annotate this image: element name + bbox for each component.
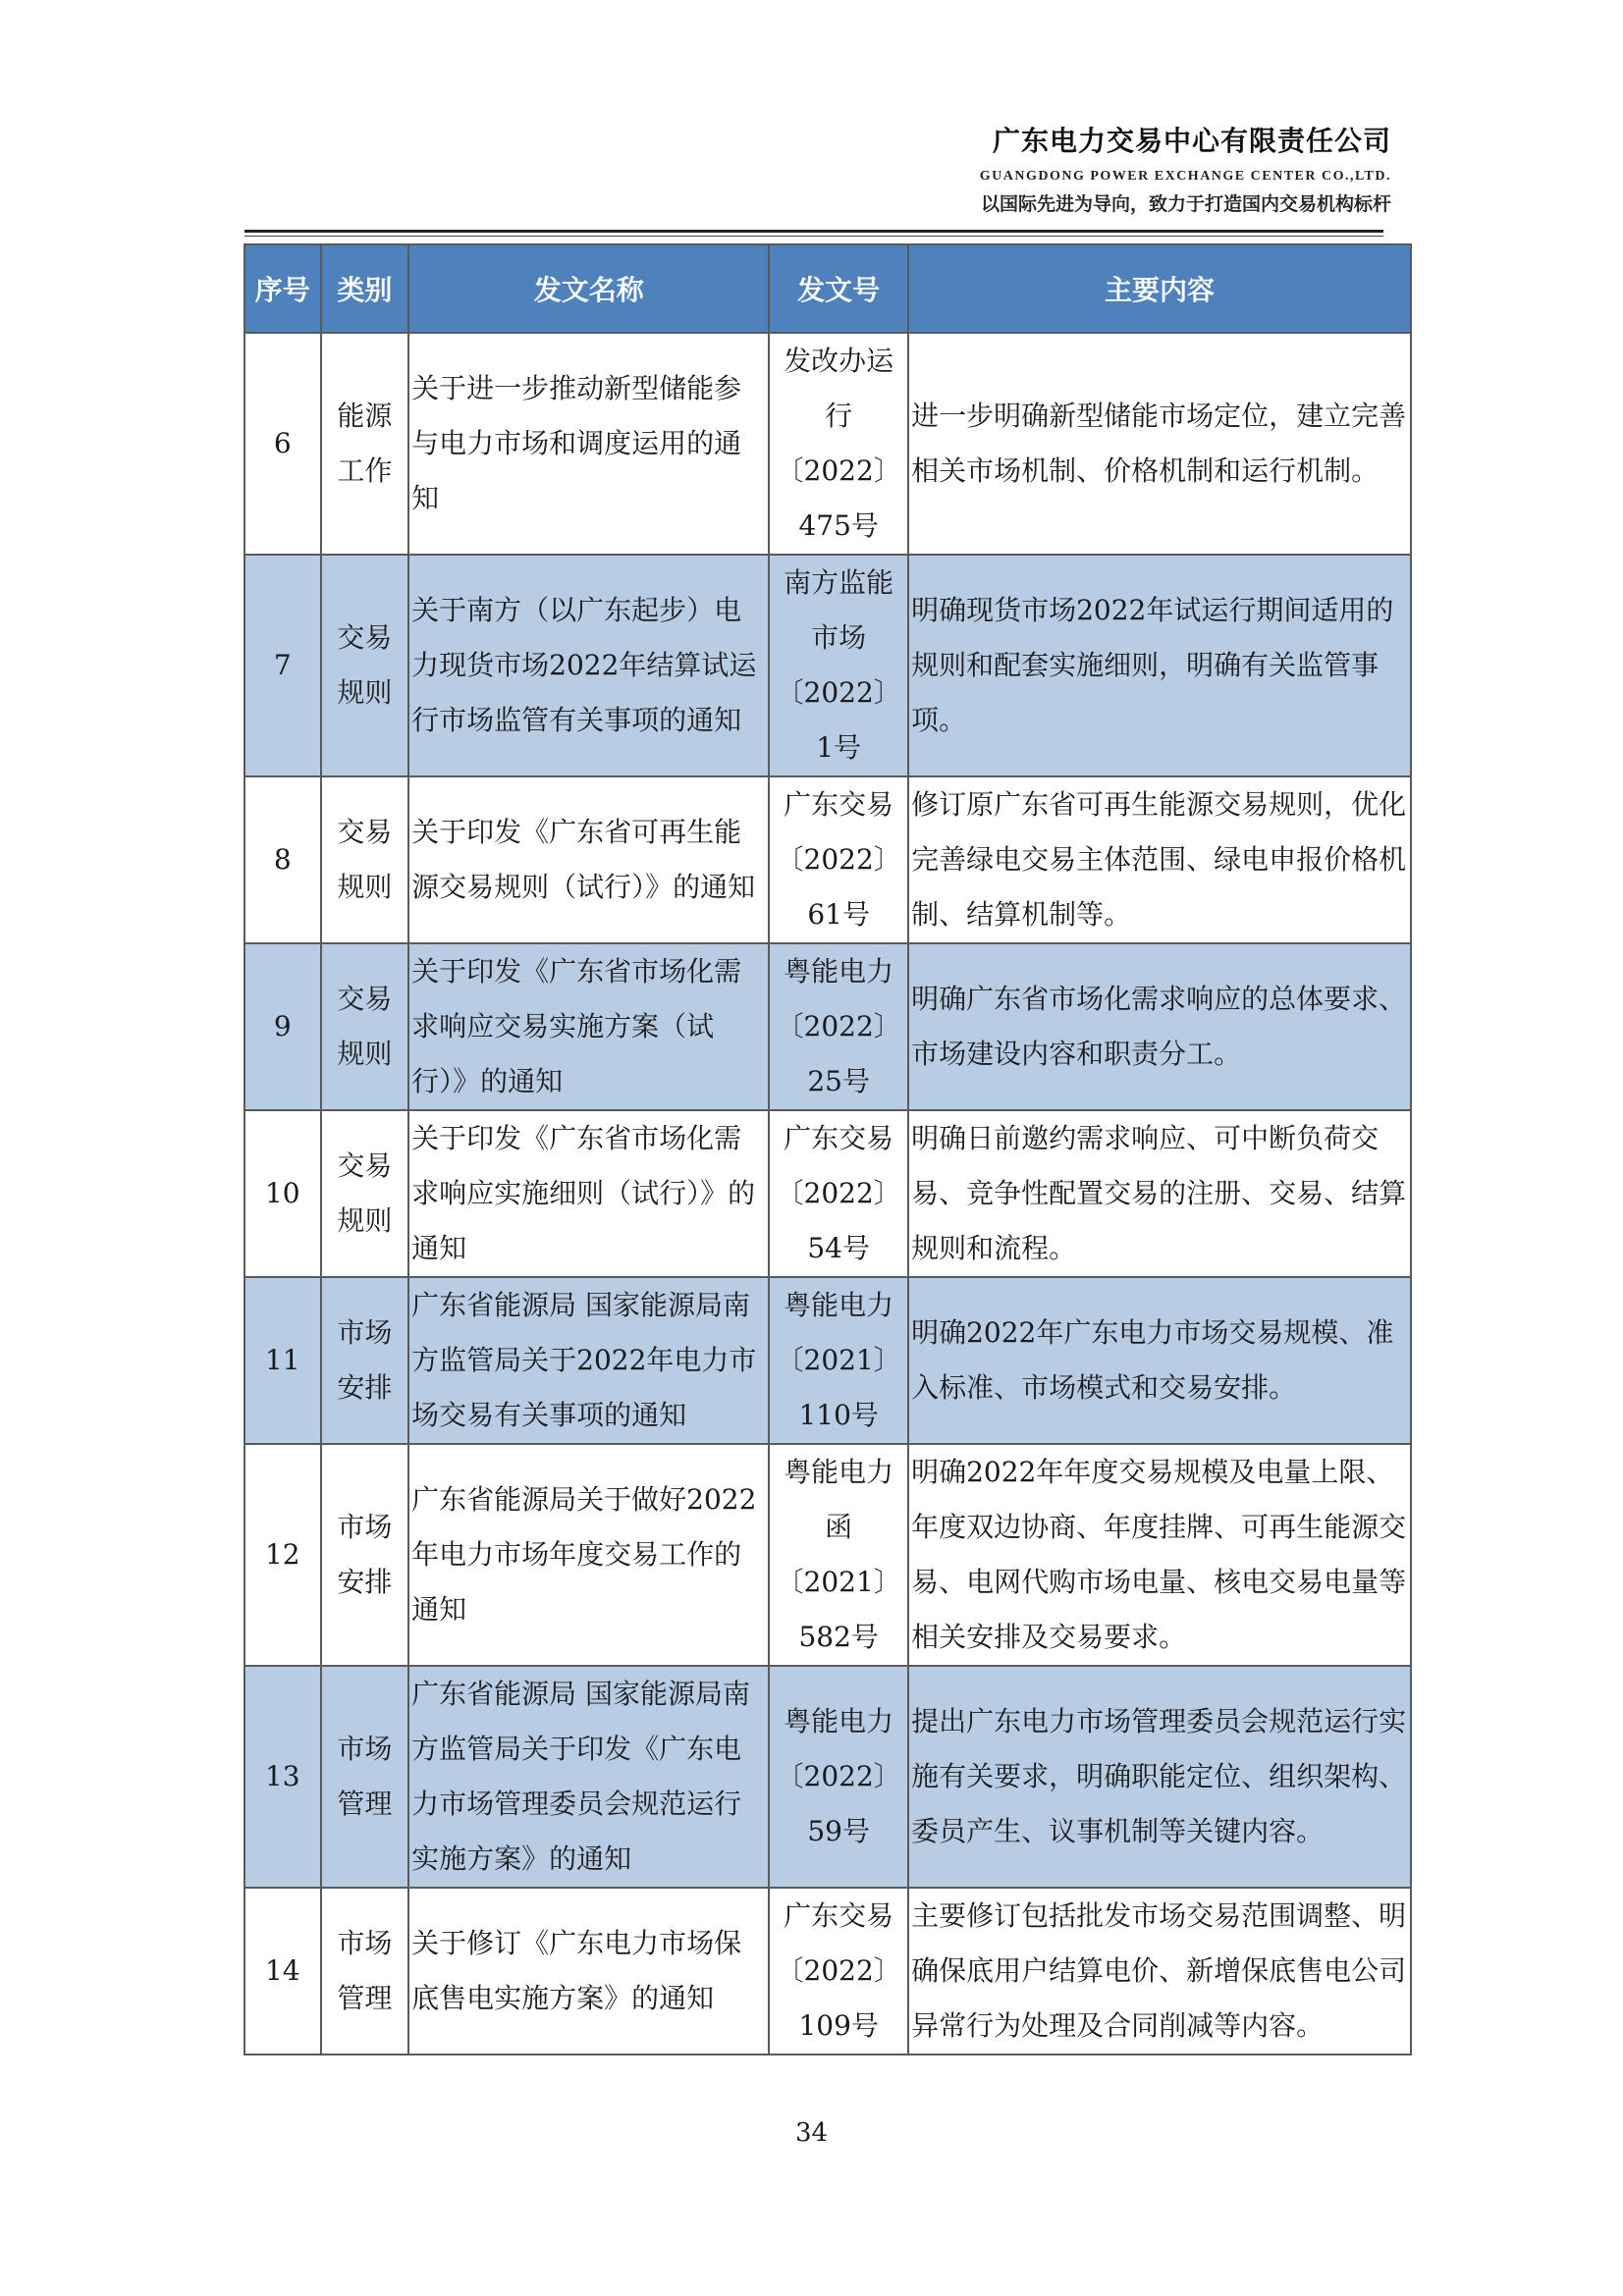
cell-content: 主要修订包括批发市场交易范围调整、明确保底用户结算电价、新增保底售电公司异常行为处理及合同削减等内容。 <box>908 1888 1411 2055</box>
cell-content: 明确2022年年度交易规模及电量上限、年度双边协商、年度挂牌、可再生能源交易、电网代购市场电量、核电交易电量等相关安排及交易要求。 <box>908 1444 1411 1666</box>
cell-number: 粤能电力〔2022〕59号 <box>769 1666 908 1888</box>
header-title: 发文名称 <box>408 244 769 333</box>
table-row <box>244 333 1411 555</box>
cell-no: 6 <box>244 333 321 555</box>
cell-number: 广东交易〔2022〕54号 <box>769 1110 908 1277</box>
cell-number: 广东交易〔2022〕109号 <box>769 1888 908 2055</box>
cell-title: 广东省能源局 国家能源局南方监管局关于2022年电力市场交易有关事项的通知 <box>408 1277 769 1444</box>
table-row <box>244 1110 1411 1277</box>
table-row <box>244 555 1411 776</box>
cell-number: 粤能电力〔2021〕110号 <box>769 1277 908 1444</box>
cell-category: 市场管理 <box>321 1666 409 1888</box>
cell-no: 8 <box>244 776 321 943</box>
cell-content: 明确广东省市场化需求响应的总体要求、市场建设内容和职责分工。 <box>908 943 1411 1110</box>
cell-content: 提出广东电力市场管理委员会规范运行实施有关要求，明确职能定位、组织架构、委员产生、议事机制等关键内容。 <box>908 1666 1411 1888</box>
cell-no: 11 <box>244 1277 321 1444</box>
company-name-cn: 广东电力交易中心有限责任公司 <box>992 125 1391 157</box>
cell-number: 广东交易〔2022〕61号 <box>769 776 908 943</box>
cell-no: 14 <box>244 1888 321 2055</box>
cell-content: 明确日前邀约需求响应、可中断负荷交易、竞争性配置交易的注册、交易、结算规则和流程。 <box>908 1110 1411 1277</box>
cell-category: 市场安排 <box>321 1444 409 1666</box>
table-row <box>244 943 1411 1110</box>
cell-title: 关于印发《广东省可再生能源交易规则（试行）》的通知 <box>408 776 769 943</box>
table-row <box>244 1888 1411 2055</box>
header-divider-thin <box>244 236 1383 237</box>
cell-category: 交易规则 <box>321 555 409 776</box>
header-number: 发文号 <box>769 244 908 333</box>
cell-category: 市场安排 <box>321 1277 409 1444</box>
cell-title: 广东省能源局 国家能源局南方监管局关于印发《广东电力市场管理委员会规范运行实施方案》的通知 <box>408 1666 769 1888</box>
cell-title: 关于进一步推动新型储能参与电力市场和调度运用的通知 <box>408 333 769 555</box>
table-row <box>244 1666 1411 1888</box>
header-content: 主要内容 <box>908 244 1411 333</box>
cell-content: 明确现货市场2022年试运行期间适用的规则和配套实施细则，明确有关监管事项。 <box>908 555 1411 776</box>
cell-category: 市场管理 <box>321 1888 409 2055</box>
cell-title: 关于南方（以广东起步）电力现货市场2022年结算试运行市场监管有关事项的通知 <box>408 555 769 776</box>
header-category: 类别 <box>321 244 409 333</box>
cell-title: 关于修订《广东电力市场保底售电实施方案》的通知 <box>408 1888 769 2055</box>
cell-title: 关于印发《广东省市场化需求响应实施细则（试行）》的通知 <box>408 1110 769 1277</box>
cell-number: 粤能电力函〔2021〕582号 <box>769 1444 908 1666</box>
cell-content: 修订原广东省可再生能源交易规则，优化完善绿电交易主体范围、绿电申报价格机制、结算机制等。 <box>908 776 1411 943</box>
cell-title: 关于印发《广东省市场化需求响应交易实施方案（试行）》的通知 <box>408 943 769 1110</box>
cell-category: 能源工作 <box>321 333 409 555</box>
header-no: 序号 <box>244 244 321 333</box>
table-row <box>244 776 1411 943</box>
header-divider-thick <box>244 230 1383 233</box>
table-row <box>244 1277 1411 1444</box>
cell-title: 广东省能源局关于做好2022年电力市场年度交易工作的通知 <box>408 1444 769 1666</box>
cell-number: 粤能电力〔2022〕25号 <box>769 943 908 1110</box>
cell-number: 发改办运行〔2022〕475号 <box>769 333 908 555</box>
cell-no: 10 <box>244 1110 321 1277</box>
cell-no: 12 <box>244 1444 321 1666</box>
cell-content: 进一步明确新型储能市场定位，建立完善相关市场机制、价格机制和运行机制。 <box>908 333 1411 555</box>
cell-content: 明确2022年广东电力市场交易规模、准入标准、市场模式和交易安排。 <box>908 1277 1411 1444</box>
cell-category: 交易规则 <box>321 1110 409 1277</box>
cell-no: 9 <box>244 943 321 1110</box>
cell-category: 交易规则 <box>321 776 409 943</box>
document-table <box>243 243 1412 2056</box>
cell-category: 交易规则 <box>321 943 409 1110</box>
page-number: 34 <box>794 2118 829 2148</box>
table-row <box>244 1444 1411 1666</box>
company-name-en: GUANGDONG POWER EXCHANGE CENTER CO.,LTD. <box>979 169 1391 184</box>
company-slogan: 以国际先进为导向，致力于打造国内交易机构标杆 <box>980 193 1391 215</box>
document-header <box>980 120 1391 216</box>
cell-no: 13 <box>244 1666 321 1888</box>
cell-number: 南方监能市场〔2022〕1号 <box>769 555 908 776</box>
table-header-row <box>244 244 1411 333</box>
cell-no: 7 <box>244 555 321 776</box>
